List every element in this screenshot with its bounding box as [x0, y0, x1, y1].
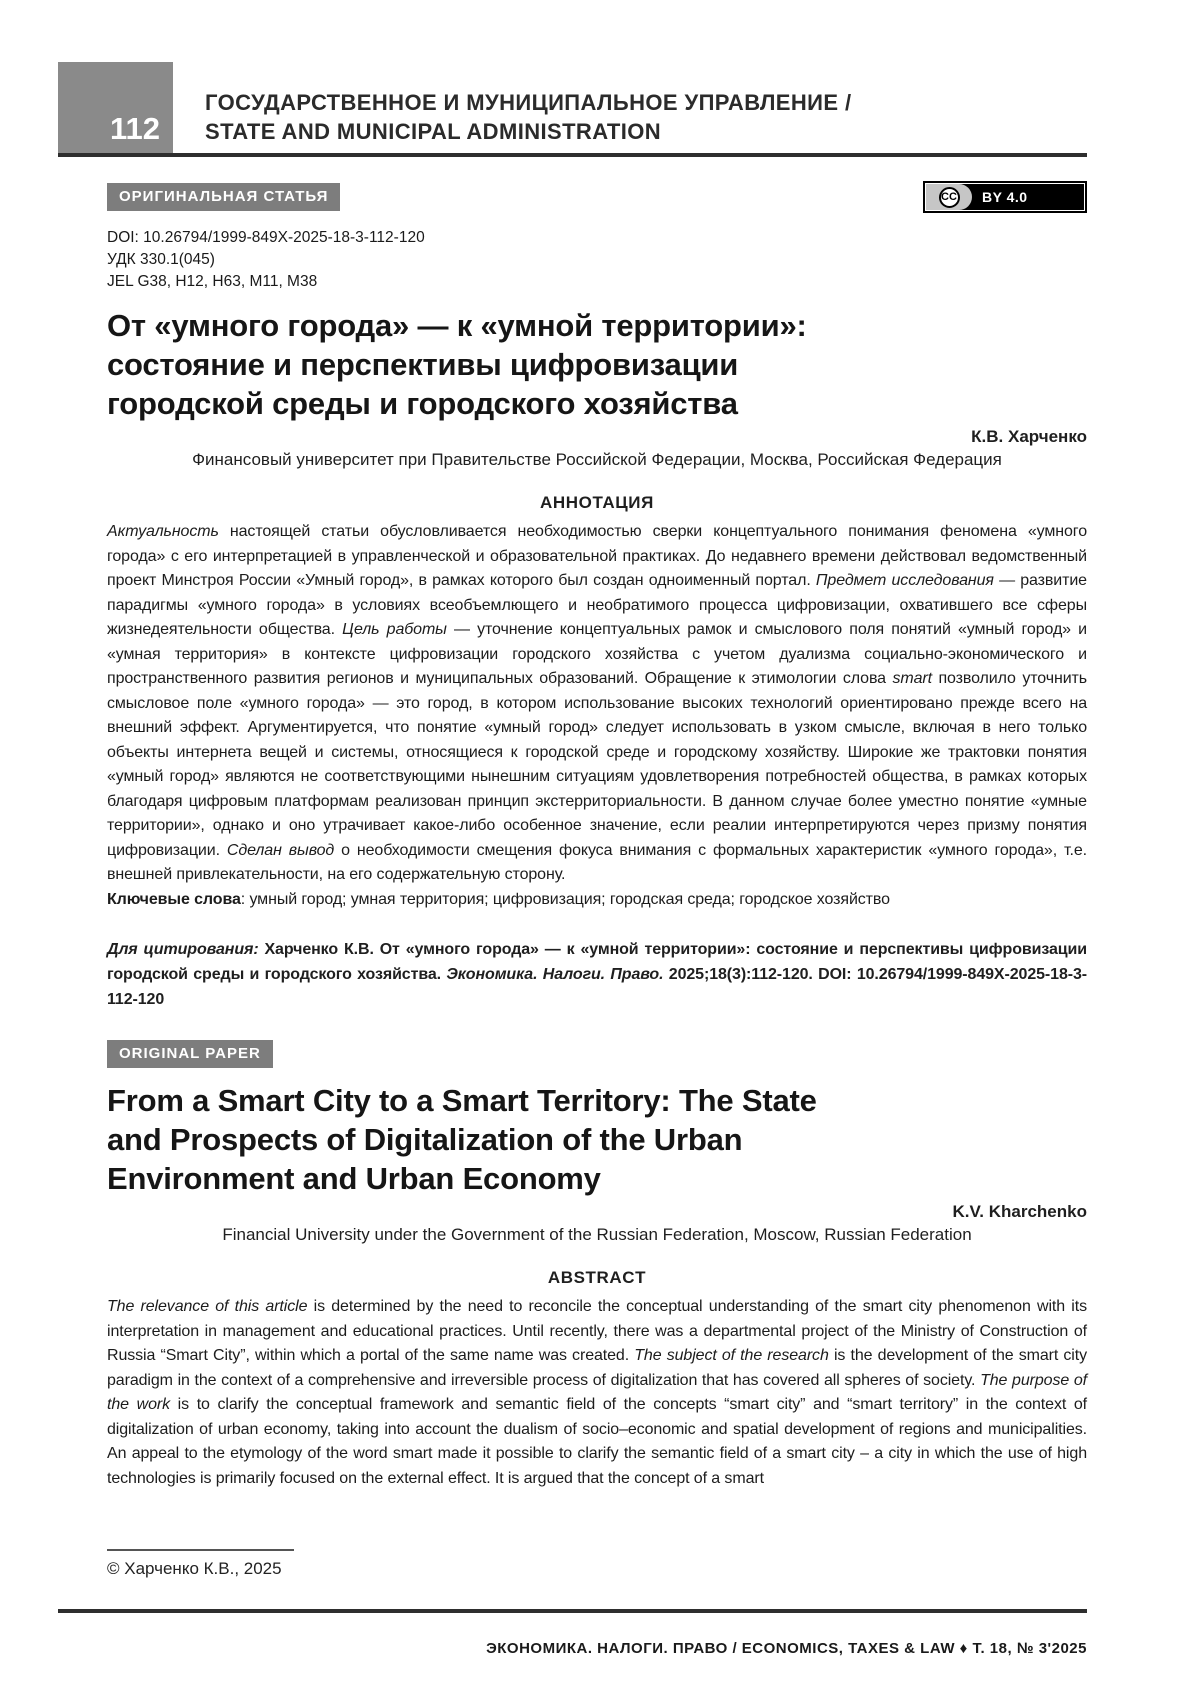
page-number-box: [58, 62, 173, 153]
cc-license-label: BY 4.0: [982, 189, 1028, 205]
doi-line: DOI: 10.26794/1999-849X-2025-18-3-112-120: [107, 229, 425, 246]
cc-license-badge: [923, 181, 1087, 213]
cc-license-inner: [926, 184, 1084, 210]
page-number: 112: [109, 111, 160, 146]
section-title-en: STATE AND MUNICIPAL ADMINISTRATION: [205, 119, 662, 144]
article-title-en-line1: From a Smart City to a Smart Territory: The State: [107, 1083, 817, 1118]
article-title-ru-line3: городской среды и городского хозяйства: [107, 386, 738, 421]
section-title-ru: ГОСУДАРСТВЕННОЕ И МУНИЦИПАЛЬНОЕ УПРАВЛЕНИЕ /: [205, 90, 852, 115]
footnote: [107, 1549, 294, 1579]
abstract-ru-text: Актуальность настоящей статьи обусловливается необходимостью сверки концептуального понимания феномена «умного города» с его интерпретацией в управленческой и образовательной практиках. До недавнего времени действовал ведомственный проект Минстроя России «Умный город», в рамках которого был создан одноименный портал. Предмет исследования — развитие парадигмы «умного города» в условиях всеобъемлющего и необратимого процесса цифровизации, охватившего все сферы жизнедеятельности общества. Цель работы — уточнение концептуальных рамок и смыслового поля понятий «умный город» и «умная территория» в контексте цифровизации городского хозяйства с учетом дуализма социально-экономического и пространственного развития регионов и муниципальных образований. Обращение к этимологии слова smart позволило уточнить смысловое поле «умного города» — это город, в котором использование высоких технологий ориентировано прежде всего на внешний эффект. Аргументируется, что понятие «умный город» следует использовать в узком смысле, включая в него только объекты интернета вещей и системы, относящиеся к городской среде и городскому хозяйству. Широкие же трактовки понятия «умный город» являются не соответствующими нынешним ситуациям удовлетворения потребностей общества, в рамках которых благодаря цифровым платформам реализован принцип экстерриториальности. В данном случае более уместно понятие «умные территории», однако и оно утрачивает какое-либо особенное значение, если реалии интерпретируются через призму понятия цифровизации. Сделан вывод о необходимости смещения фокуса внимания с формальных характеристик «умного города», т.е. внешней привлекательности, на его содержательную сторону.: [107, 523, 1088, 883]
article-title-en-line2: and Prospects of Digitalization of the Urban: [107, 1122, 743, 1157]
journal-page: [0, 62, 1200, 1697]
abstract-heading-en: ABSTRACT: [547, 1268, 647, 1287]
jel-line: JEL G38, H12, H63, M11, M38: [107, 273, 318, 290]
author-ru: К.В. Харченко: [971, 427, 1087, 446]
article-title-ru-line1: От «умного города» — к «умной территории»:: [107, 308, 807, 343]
article-title-ru-line2: состояние и перспективы цифровизации: [107, 347, 739, 382]
article-type-badge-en: ORIGINAL PAPER: [107, 1040, 273, 1068]
cc-icon: CC: [939, 187, 960, 208]
abstract-ru: [107, 520, 1087, 912]
badge-row: [107, 181, 1087, 213]
keywords-ru: Ключевые слова: умный город; умная территория; цифровизация; городская среда; городское хозяйство: [107, 890, 890, 908]
author-en: K.V. Kharchenko: [952, 1202, 1087, 1221]
article-title-ru: [107, 306, 1087, 423]
cc-logo-area: [926, 184, 972, 210]
en-badge-row: [107, 1040, 1087, 1068]
udc-line: УДК 330.1(045): [107, 251, 215, 268]
article-type-badge-ru: ОРИГИНАЛЬНАЯ СТАТЬЯ: [107, 183, 340, 211]
article-title-en: [107, 1081, 1087, 1198]
footnote-rule: [107, 1549, 294, 1551]
copyright-line: © Харченко К.В., 2025: [107, 1559, 282, 1578]
affiliation-en: Financial University under the Government of the Russian Federation, Moscow, Russian Federation: [222, 1225, 972, 1244]
citation-ru: Для цитирования: Харченко К.В. От «умного города» — к «умной территории»: состояние и перспективы цифровизации городской среды и городского хозяйства. Экономика. Налоги. Право. 2025;18(3):112-120. DOI: 10.26794/1999-849X-2025-18-3-112-120: [107, 941, 1087, 1008]
footer-rule: [58, 1609, 1087, 1613]
abstract-heading-ru: АННОТАЦИЯ: [540, 493, 654, 512]
running-head: [58, 62, 1087, 157]
article-title-en-line3: Environment and Urban Economy: [107, 1161, 601, 1196]
journal-footer-line: ЭКОНОМИКА. НАЛОГИ. ПРАВО / ECONOMICS, TAXES & LAW ♦ Т. 18, № 3'2025: [486, 1640, 1087, 1657]
section-title: [205, 88, 851, 153]
affiliation-ru: Финансовый университет при Правительстве Российской Федерации, Москва, Российская Федерация: [192, 450, 1002, 469]
abstract-en: The relevance of this article is determined by the need to reconcile the conceptual understanding of the smart city phenomenon with its interpretation in management and educational practices. Until recently, there was a departmental project of the Ministry of Construction of Russia “Smart City”, within which a portal of the same name was created. The subject of the research is the development of the smart city paradigm in the context of a comprehensive and irreversible process of digitalization that has covered all spheres of society. The purpose of the work is to clarify the conceptual framework and semantic field of the concepts “smart city” and “smart territory” in the context of digitalization of urban economy, taking into account the dualism of socio–economic and spatial development of regions and municipalities. An appeal to the etymology of the word smart made it possible to clarify the semantic field of a smart city – a city in which the use of high technologies is primarily focused on the external effect. It is argued that the concept of a smart: [107, 1298, 1088, 1487]
article-meta: [107, 227, 1087, 293]
